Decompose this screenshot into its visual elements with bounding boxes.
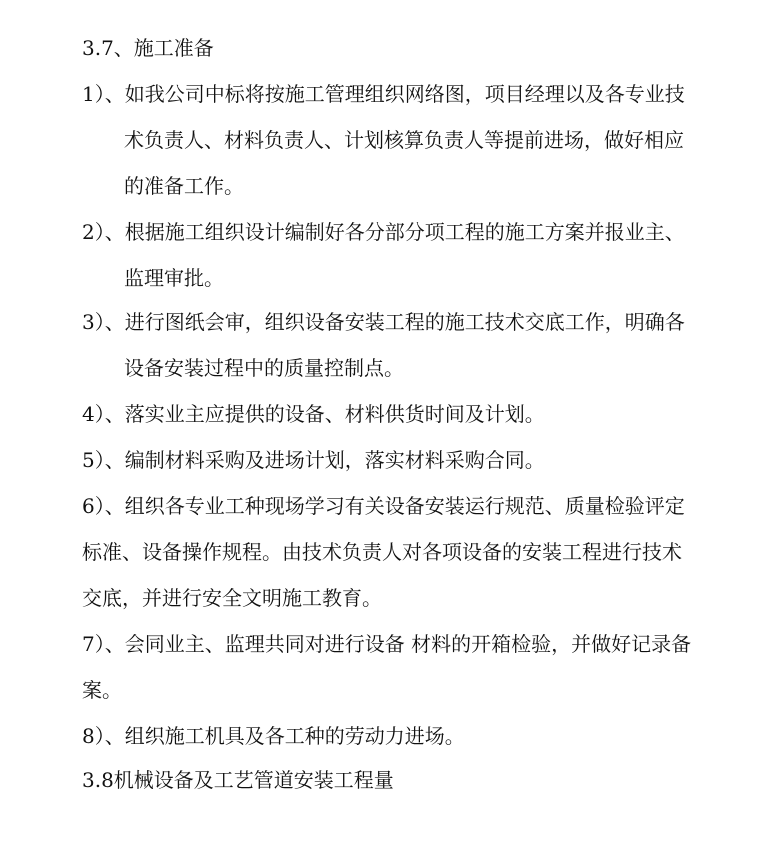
item-1-line-2: 术负责人、材料负责人、计划核算负责人等提前进场，做好相应 (124, 128, 684, 152)
item-2-line-2: 监理审批。 (124, 266, 224, 290)
item-1-line-1: 1）、如我公司中标将按施工管理组织网络图，项目经理以及各专业技 (82, 82, 685, 106)
item-2-line-1: 2）、根据施工组织设计编制好各分部分项工程的施工方案并报业主、 (82, 220, 685, 244)
item-6-line-2: 标准、设备操作规程。由技术负责人对各项设备的安装工程进行技术 (82, 540, 682, 564)
item-7-line-2: 案。 (82, 678, 122, 702)
item-3-line-1: 3）、进行图纸会审，组织设备安装工程的施工技术交底工作，明确各 (82, 310, 685, 334)
item-6-line-3: 交底，并进行安全文明施工教育。 (82, 586, 382, 610)
item-6-line-1: 6）、组织各专业工种现场学习有关设备安装运行规范、质量检验评定 (82, 494, 685, 518)
item-1-line-3: 的准备工作。 (124, 174, 244, 198)
item-7-line-1: 7）、会同业主、监理共同对进行设备 材料的开箱检验，并做好记录备 (82, 632, 692, 656)
item-5-line-1: 5）、编制材料采购及进场计划，落实材料采购合同。 (82, 448, 545, 472)
item-4-line-1: 4）、落实业主应提供的设备、材料供货时间及计划。 (82, 402, 545, 426)
item-3-line-2: 设备安装过程中的质量控制点。 (124, 356, 404, 380)
item-8-line-1: 8）、组织施工机具及各工种的劳动力进场。 (82, 724, 465, 748)
section-3-7-heading: 3.7、施工准备 (82, 36, 214, 60)
section-3-8-heading: 3.8机械设备及工艺管道安装工程量 (82, 768, 394, 792)
